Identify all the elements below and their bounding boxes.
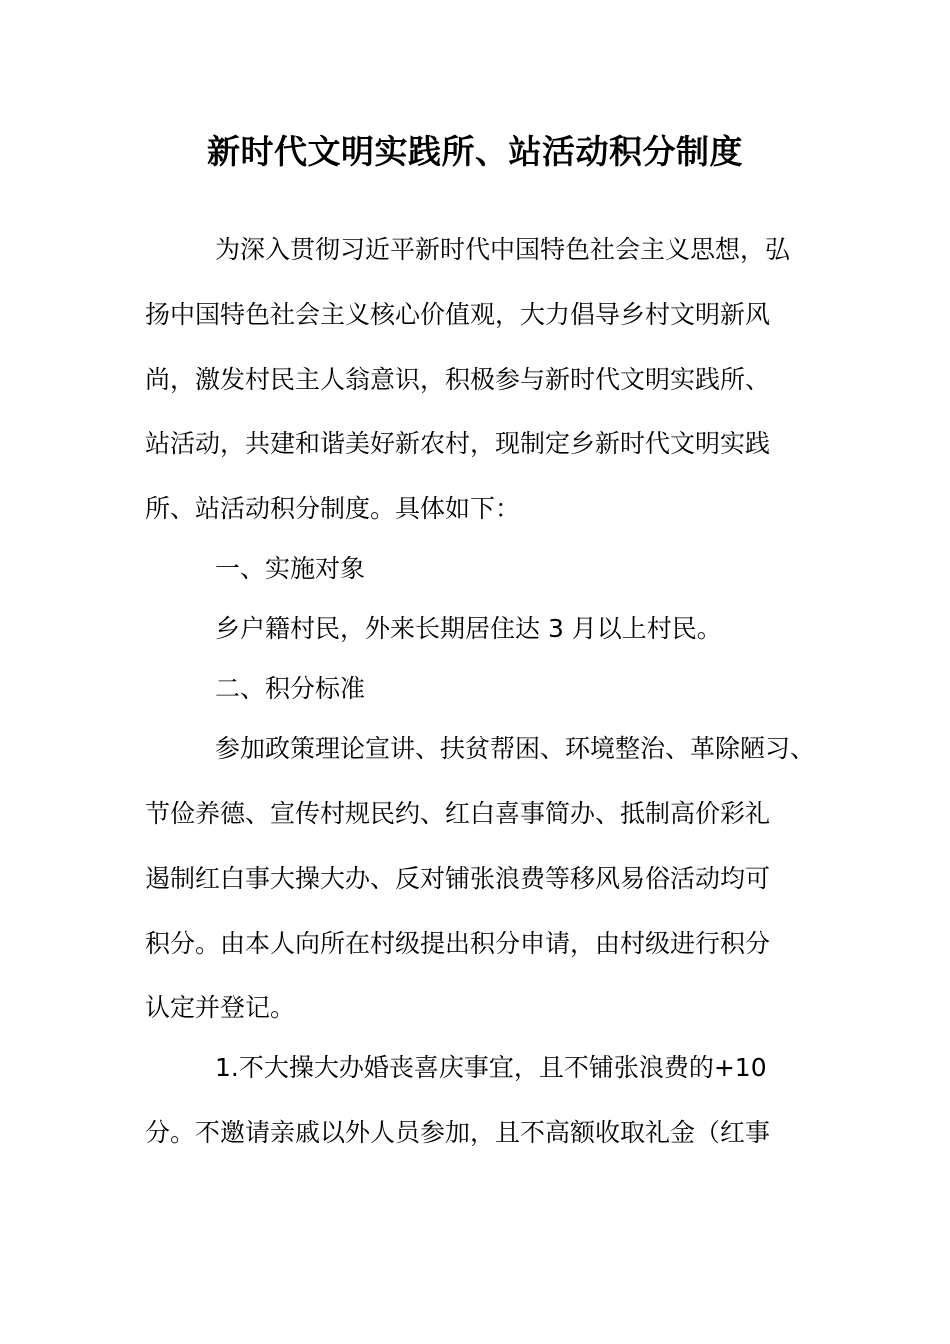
paragraph-line: 所、站活动积分制度。具体如下： (145, 494, 521, 523)
paragraph-line: 节俭养德、宣传村规民约、红白喜事简办、抵制高价彩礼 (145, 799, 771, 828)
document-title: 新时代文明实践所、站活动积分制度 (207, 132, 743, 171)
paragraph-line: 1.不大操大办婚丧喜庆事宜，且不铺张浪费的+10 (215, 1053, 767, 1082)
section-heading: 一、实施对象 (215, 554, 366, 583)
paragraph-line: 参加政策理论宣讲、扶贫帮困、环境整治、革除陋习、 (215, 734, 816, 763)
paragraph-line: 尚，激发村民主人翁意识，积极参与新时代文明实践所、 (145, 365, 771, 394)
paragraph-line: 扬中国特色社会主义核心价值观，大力倡导乡村文明新风 (145, 300, 771, 329)
paragraph-line: 认定并登记。 (145, 993, 296, 1022)
paragraph-line: 遏制红白事大操大办、反对铺张浪费等移风易俗活动均可 (145, 864, 771, 893)
section-heading: 二、积分标准 (215, 674, 366, 703)
paragraph-line: 分。不邀请亲戚以外人员参加，且不高额收取礼金（红事 (145, 1118, 771, 1147)
paragraph-line: 乡户籍村民，外来长期居住达 3 月以上村民。 (215, 614, 722, 643)
paragraph-line: 积分。由本人向所在村级提出积分申请，由村级进行积分 (145, 929, 771, 958)
paragraph-line: 为深入贯彻习近平新时代中国特色社会主义思想，弘 (215, 235, 791, 264)
paragraph-line: 站活动，共建和谐美好新农村，现制定乡新时代文明实践 (145, 429, 771, 458)
